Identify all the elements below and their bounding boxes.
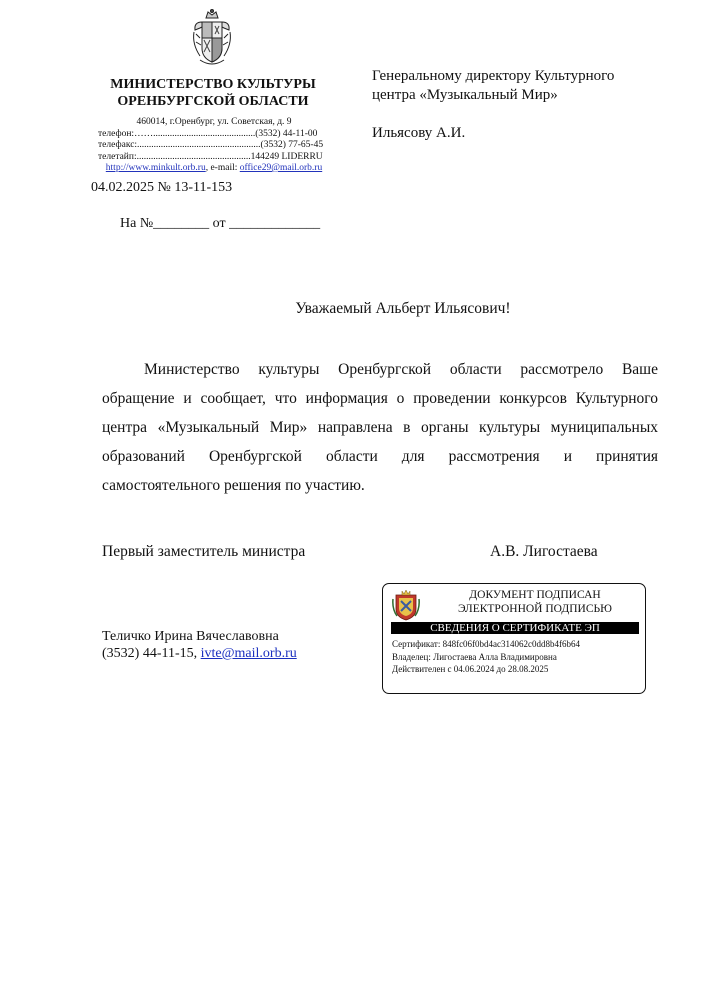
signer-name: А.В. Лигостаева bbox=[490, 543, 598, 560]
website-link[interactable]: http://www.minkult.orb.ru bbox=[105, 163, 206, 173]
signer-title: Первый заместитель министра bbox=[102, 543, 306, 560]
org-fax: телефакс:....................................................(3532) 77-65-45 bbox=[98, 140, 324, 150]
stamp-title bbox=[429, 588, 641, 616]
stamp-info bbox=[392, 638, 580, 676]
stamp-owner: Владелец: Лигостаева Алла Владимировна bbox=[392, 651, 557, 662]
org-name bbox=[80, 76, 346, 110]
letter-body: Министерство культуры Оренбургской области рассмотрело Ваше обращение и сообщает, что информация о проведении конкурсов Культурного центра «Музыкальный Мир» направлена в органы культуры муниципальных образований Оренбургской области для рассмотрения и принятия самостоятельного решения по участию. bbox=[102, 361, 658, 494]
recipient-line2: центра «Музыкальный Мир» bbox=[372, 87, 558, 103]
org-name-line1: МИНИСТЕРСТВО КУЛЬТУРЫ bbox=[110, 77, 316, 92]
org-name-line2: ОРЕНБУРГСКОЙ ОБЛАСТИ bbox=[117, 94, 309, 109]
stamp-validity: Действителен с 04.06.2024 до 28.08.2025 bbox=[392, 664, 549, 674]
executor-name: Теличко Ирина Вячеславовна bbox=[102, 629, 279, 644]
incoming-reference: На №________ от _____________ bbox=[120, 216, 321, 231]
org-web-email bbox=[98, 163, 330, 175]
org-phone: телефон:……...........................................(3532) 44-11-00 bbox=[98, 128, 318, 139]
stamp-certificate: Сертификат: 848fc06f0bd4ac314062c0dd8b4f6b64 bbox=[392, 639, 581, 649]
e-signature-stamp bbox=[382, 583, 646, 694]
coat-of-arms-icon bbox=[190, 8, 234, 68]
stamp-coat-of-arms-icon bbox=[392, 589, 420, 621]
recipient-block bbox=[372, 67, 614, 143]
executor-email-link[interactable]: ivte@mail.orb.ru bbox=[200, 646, 297, 661]
outgoing-number: 04.02.2025 № 13-11-153 bbox=[91, 180, 233, 195]
executor-block bbox=[102, 628, 297, 662]
org-teletype: телетайп:................................................144249 LIDERRU bbox=[98, 151, 323, 162]
org-address: 460014, г.Оренбург, ул. Советская, д. 9 bbox=[136, 117, 292, 127]
org-email-link[interactable]: office29@mail.orb.ru bbox=[239, 163, 323, 173]
executor-phone: (3532) 44-11-15, bbox=[102, 646, 201, 661]
greeting: Уважаемый Альберт Ильясович! bbox=[295, 300, 511, 317]
org-contacts bbox=[98, 117, 330, 175]
recipient-name: Ильясову А.И. bbox=[372, 125, 466, 141]
executor-contacts bbox=[102, 645, 297, 662]
stamp-certificate-bar: СВЕДЕНИЯ О СЕРТИФИКАТЕ ЭП bbox=[391, 622, 639, 634]
recipient-line1: Генеральному директору Культурного bbox=[372, 68, 615, 84]
email-label: , e-mail: bbox=[205, 163, 240, 173]
stamp-title-line1: ДОКУМЕНТ ПОДПИСАН bbox=[469, 589, 601, 601]
stamp-title-line2: ЭЛЕКТРОННОЙ ПОДПИСЬЮ bbox=[458, 603, 612, 615]
